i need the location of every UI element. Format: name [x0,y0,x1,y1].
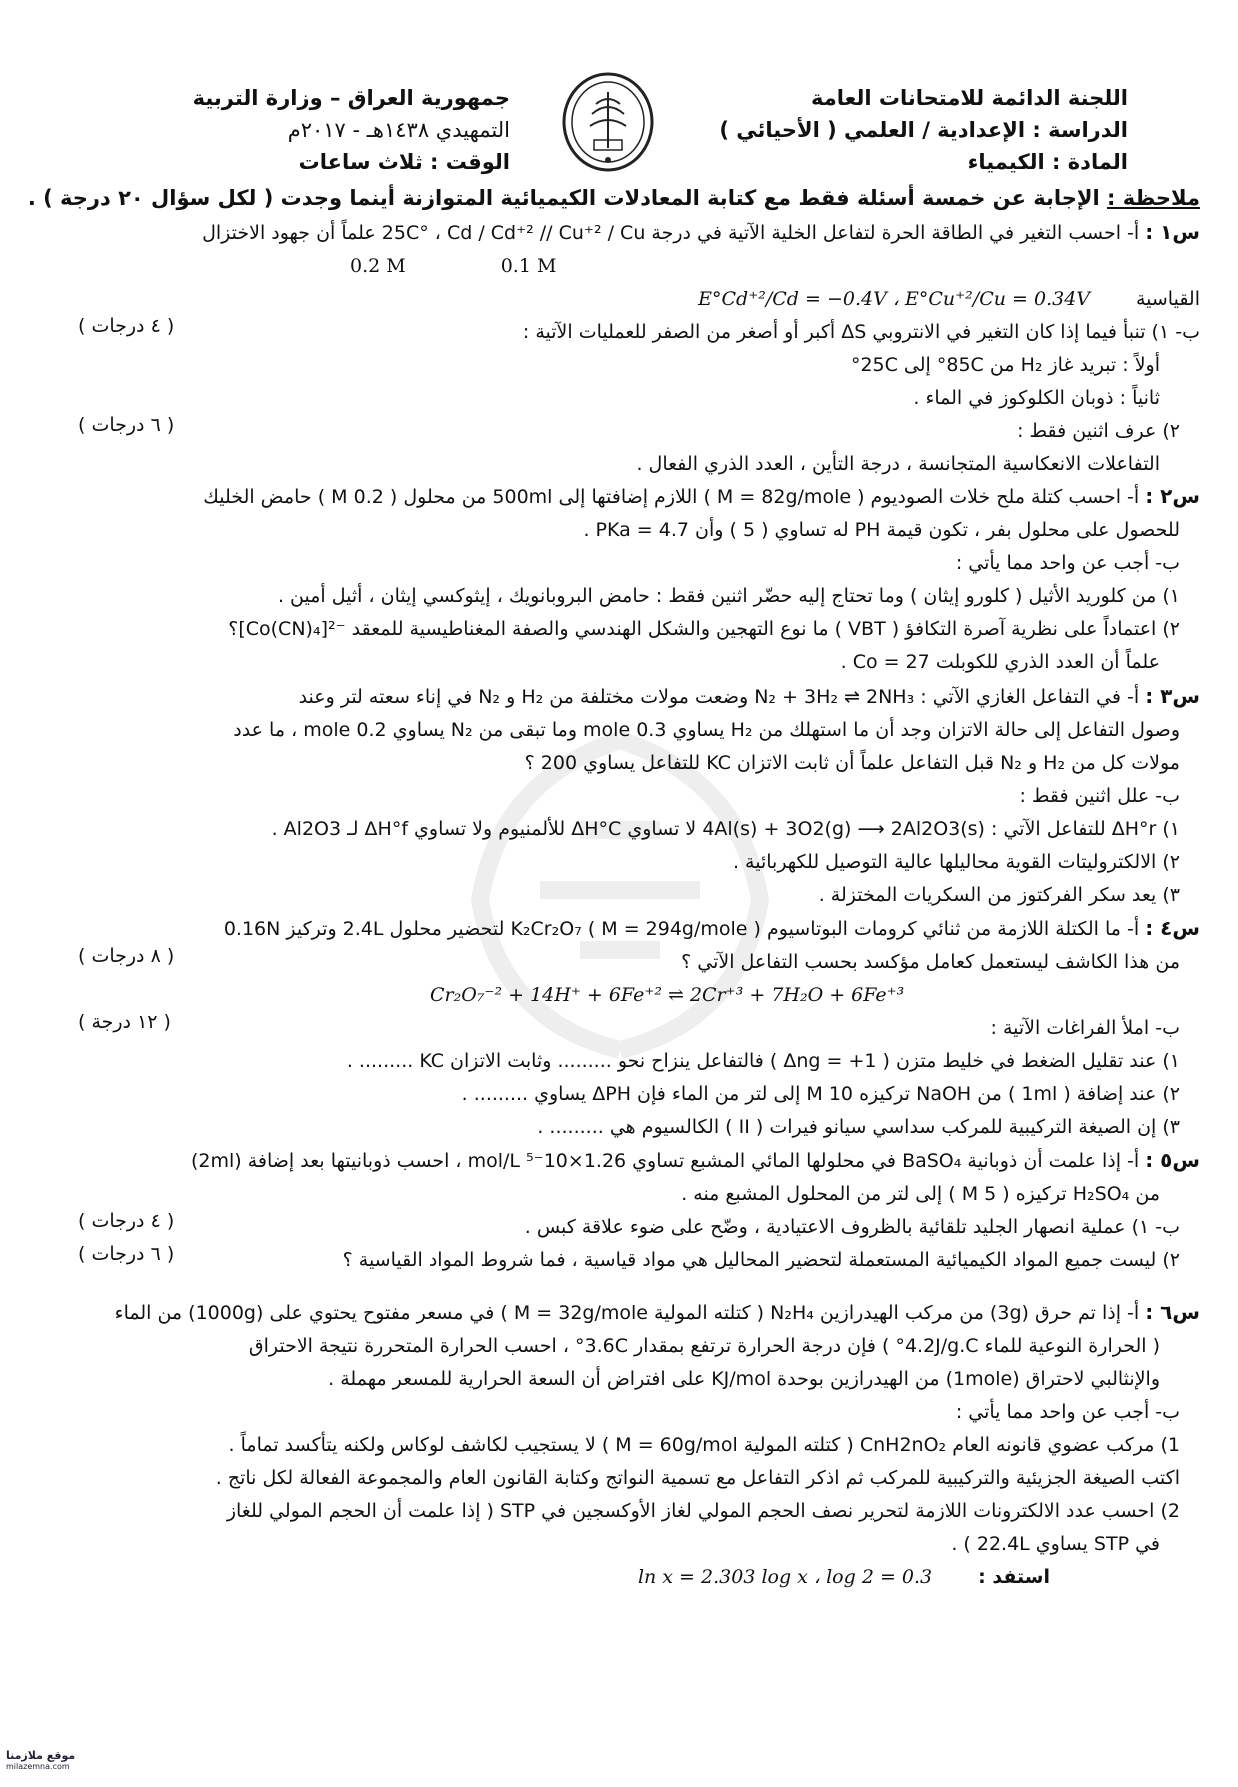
q1-b1-first: أولاً : تبريد غاز H₂ من 85C° إلى 25C° [850,354,1160,376]
q1-standard-label: القياسية [1135,288,1200,310]
q1-part-b2: ٢) عرف اثنين فقط : [1017,420,1180,442]
q3-part-b: ب- علل اثنين فقط : [1019,785,1180,807]
question-number: س٢ : [1145,484,1200,508]
header-right [708,82,1128,178]
ministry-seal-icon [560,70,656,174]
exam-duration: الوقت : ثلاث ساعات [298,150,510,174]
q5-b1: ب- ١) عملية انصهار الجليد تلقائية بالظروف الاعتيادية ، وضّح على ضوء علاقة كبس . [524,1216,1180,1238]
q5-b2: ٢) ليست جميع المواد الكيميائية المستعملة لتحضير المحاليل هي مواد قياسية ، فما شروط المواد القياسية ؟ [342,1249,1180,1271]
q6-part-a2: ( الحرارة النوعية للماء 4.2J/g.C° ) فإن درجة الحرارة ترتفع بمقدار 3.6C° ، احسب الحرارة المتحررة نتيجة الاحتراق [248,1335,1160,1357]
question-number: س٣ : [1145,684,1200,708]
q2-b2: ٢) اعتماداً على نظرية آصرة التكافؤ ( VBT ) ما نوع التهجين والشكل الهندسي والصفة المغناطيسية للمعقد ⁻²[Co(CN)₄]؟ [228,618,1180,640]
hint-label: استفد : [978,1566,1050,1588]
country-ministry: جمهورية العراق – وزارة التربية [192,86,510,110]
header-left [150,82,510,178]
note-label: ملاحظة : [1107,186,1200,210]
q4-part-a1: أ- ما الكتلة اللازمة من ثنائي كرومات البوتاسيوم K₂Cr₂O₇ ( M = 294g/mole ) لتحضير محلول 2.4L وتركيز 0.16N [223,918,1140,940]
q6-b1: 1) مركب عضوي قانونه العام CnH2nO₂ ( كتلته المولية M = 60g/mol ) لا يستجيب لكاشف لوكاس ولكنه يتأكسد تماماً . [228,1434,1180,1456]
q1-b1-marks: ( ٤ درجات ) [78,315,175,337]
q3-b2: ٢) الالكتروليتات القوية محاليلها عالية التوصيل للكهربائية . [732,851,1180,873]
conc-cd: 0.2 M [350,255,406,277]
q4-b-marks: ( ١٢ درجة ) [78,1011,171,1033]
question-2 [40,480,1200,679]
q4-b1: ١) عند تقليل الضغط في خليط متزن ( Δng = +1 ) فالتفاعل ينزاح نحو ......... وثابت الاتزان KC ......... . [346,1050,1180,1072]
question-5 [40,1144,1200,1277]
conc-cu: 0.1 M [500,255,557,277]
q3-b1: ١) ΔH°r للتفاعل الآتي : 4Al(s) + 3O2(g) ⟶ 2Al2O3(s) لا تساوي ΔH°C للألمنيوم ولا تساوي ΔH°f لـ Al2O3 . [271,818,1180,840]
site-name: موقع ملازمنا [6,1749,76,1762]
q5-part-a1: أ- إذا علمت أن ذوبانية BaSO₄ في محلولها المائي المشبع تساوي 1.26×10⁻⁵ mol/L ، احسب ذوبانيتها بعد إضافة (2ml) [190,1150,1140,1172]
site-watermark [6,1749,75,1771]
q6-part-a3: والإنثالبي لاحتراق (1mole) من الهيدرازين بوحدة KJ/mol على افتراض أن السعة الحرارية للمسعر مهملة . [328,1368,1160,1390]
question-number: س٦ : [1145,1300,1200,1324]
note-text: الإجابة عن خمسة أسئلة فقط مع كتابة المعادلات الكيميائية المتوازنة أينما وجدت ( لكل سؤال ٢٠ درجة ) . [27,186,1100,210]
log-hint: ln x = 2.303 log x ، log 2 = 0.3 [637,1566,933,1588]
q3-part-a1: أ- في التفاعل الغازي الآتي : N₂ + 3H₂ ⇌ 2NH₃ وضعت مولات مختلفة من H₂ و N₂ في إناء سعته لتر وعند [298,686,1140,708]
q1-b1-second: ثانياً : ذوبان الكلوكوز في الماء . [913,387,1160,409]
q1-concentrations [40,250,1200,283]
q4-part-b: ب- املأ الفراغات الآتية : [990,1017,1180,1039]
site-url: milazemna.com [6,1762,70,1771]
q6-part-a1: أ- إذا تم حرق (3g) من مركب الهيدرازين N₂H₄ ( كتلته المولية M = 32g/mole ) في مسعر مفتوح يحتوي على (1000g) من الماء [114,1302,1140,1324]
q6-b2-note: في STP يساوي 22.4L ) . [951,1533,1160,1555]
q5-b2-marks: ( ٦ درجات ) [78,1243,175,1265]
q4-b3: ٣) إن الصيغة التركيبية للمركب سداسي سيانو فيرات ( II ) الكالسيوم هي ......... . [537,1116,1180,1138]
q3-b3: ٣) يعد سكر الفركتوز من السكريات المختزلة . [818,884,1180,906]
question-6 [40,1296,1200,1594]
q3-part-a3: مولات كل من H₂ و N₂ قبل التفاعل علماً أن ثابت الاتزان KC للتفاعل يساوي 200 ؟ [524,752,1180,774]
q1-part-a: أ- احسب التغير في الطاقة الحرة لتفاعل الخلية الآتية في درجة 25C° ، Cd / Cd⁺² // Cu⁺² / Cu علماً أن جهود الاختزال [202,222,1140,244]
q1-b2-marks: ( ٦ درجات ) [78,414,175,436]
q1-b2-items: التفاعلات الانعكاسية المتجانسة ، درجة التأين ، العدد الذري الفعال . [636,453,1160,475]
q4-a-marks: ( ٨ درجات ) [78,945,175,967]
q2-part-a2: للحصول على محلول بفر ، تكون قيمة PH له تساوي ( 5 ) وأن PKa = 4.7 . [583,519,1180,541]
exam-round-date: التمهيدي ١٤٣٨هـ - ٢٠١٧م [287,118,510,142]
q6-b2: 2) احسب عدد الالكترونات اللازمة لتحرير نصف الحجم المولي لغاز الأوكسجين في STP ( إذا علمت أن الحجم المولي للغاز [226,1500,1180,1522]
q2-b2-note: علماً أن العدد الذري للكوبلت Co = 27 . [840,651,1160,673]
q3-part-a2: وصول التفاعل إلى حالة الاتزان وجد أن ما استهلك من H₂ يساوي 0.3 mole وما تبقى من N₂ يساوي 0.2 mole ، ما عدد [233,719,1180,741]
question-number: س٥ : [1145,1148,1200,1172]
q6-part-b: ب- أجب عن واحد مما يأتي : [955,1401,1180,1423]
q4-part-a2: من هذا الكاشف ليستعمل كعامل مؤكسد بحسب التفاعل الآتي ؟ [681,951,1180,973]
committee-name: اللجنة الدائمة للامتحانات العامة [811,86,1128,110]
question-3 [40,680,1200,912]
question-number: س٤ : [1145,916,1200,940]
question-1 [40,216,1200,481]
q5-b1-marks: ( ٤ درجات ) [78,1210,175,1232]
q2-b1: ١) من كلوريد الأثيل ( كلورو إيثان ) وما تحتاج إليه حضّر اثنين فقط : حامض البروبانويك ، إيثوكسي إيثان ، أثيل أمين . [277,585,1180,607]
subject: المادة : الكيمياء [967,150,1128,174]
q2-part-a1: أ- احسب كتلة ملح خلات الصوديوم ( M = 82g/mole ) اللازم إضافتها إلى 500ml من محلول ( 0.2 M ) حامض الخليك [203,486,1140,508]
q1-potentials-line [40,283,1200,316]
question-4 [40,912,1200,1144]
study-branch: الدراسة : الإعدادية / العلمي ( الأحيائي ) [719,118,1128,142]
question-number: س١ : [1145,220,1200,244]
q6-hint-line [40,1561,1200,1594]
q1-potentials: E°Cd⁺²/Cd = −0.4V ، E°Cu⁺²/Cu = 0.34V [698,288,1090,310]
q4-b2: ٢) عند إضافة ( 1ml ) من NaOH تركيزه 10 M إلى لتر من الماء فإن ΔPH يساوي ......... . [461,1083,1180,1105]
q2-part-b: ب- أجب عن واحد مما يأتي : [955,552,1180,574]
q5-part-a2: من H₂SO₄ تركيزه ( 5 M ) إلى لتر من المحلول المشبع منه . [681,1183,1160,1205]
q1-part-b1: ب- ١) تنبأ فيما إذا كان التغير في الانتروبي ΔS أكبر أو أصغر من الصفر للعمليات الآتية : [522,321,1200,343]
q6-b1-instruction: اكتب الصيغة الجزيئية والتركيبية للمركب ثم اذكر التفاعل مع تسمية النواتج وكتابة القانون العام والمجموعة الفعالة لكل ناتج . [215,1467,1180,1489]
exam-note [27,186,1200,210]
q4-redox-equation: Cr₂O₇⁻² + 14H⁺ + 6Fe⁺² ⇌ 2Cr⁺³ + 7H₂O + 6Fe⁺³ [430,984,905,1006]
